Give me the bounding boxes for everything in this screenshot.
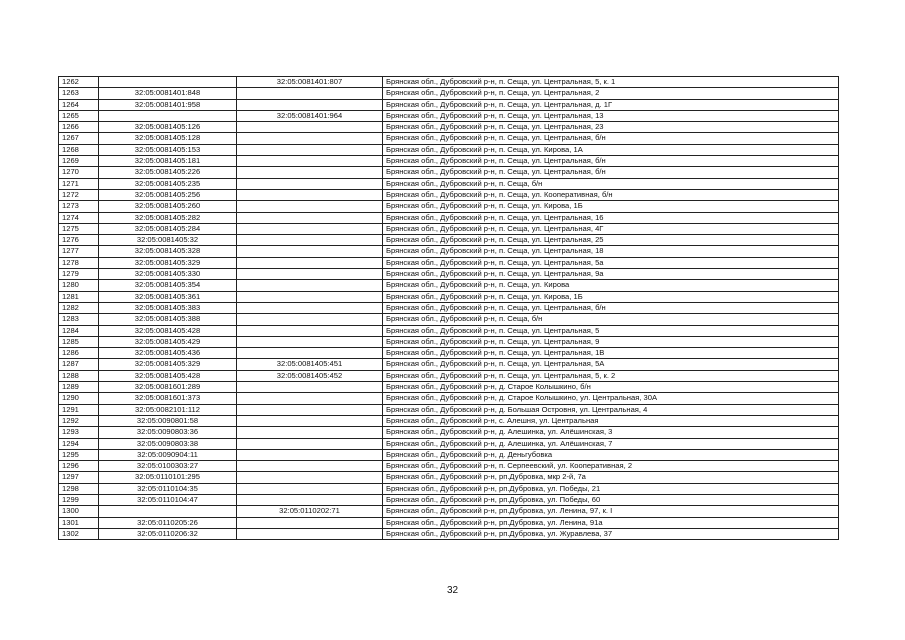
cadastral-number-cell: 32:05:0081405:428 (99, 370, 237, 381)
linked-cadastral-number-cell (237, 415, 383, 426)
row-number-cell: 1295 (59, 449, 99, 460)
cadastral-number-cell: 32:05:0081601:373 (99, 393, 237, 404)
address-cell: Брянская обл., Дубровский р-н, п. Сеща, ул. Центральная, б/н (383, 167, 839, 178)
cadastral-number-cell: 32:05:0081405:428 (99, 325, 237, 336)
address-cell: Брянская обл., Дубровский р-н, п. Сеща, ул. Центральная, б/н (383, 302, 839, 313)
address-cell: Брянская обл., Дубровский р-н, п. Сеща, ул. Центральная, 5 (383, 325, 839, 336)
linked-cadastral-number-cell (237, 382, 383, 393)
table-row (59, 393, 839, 404)
row-number-cell: 1300 (59, 506, 99, 517)
table-row (59, 461, 839, 472)
cadastral-number-cell: 32:05:0081601:289 (99, 382, 237, 393)
cadastral-number-cell: 32:05:0081405:429 (99, 336, 237, 347)
linked-cadastral-number-cell (237, 461, 383, 472)
row-number-cell: 1286 (59, 348, 99, 359)
table-row (59, 404, 839, 415)
cadastral-number-cell: 32:05:0081405:235 (99, 178, 237, 189)
cadastral-number-cell: 32:05:0081405:181 (99, 156, 237, 167)
linked-cadastral-number-cell (237, 336, 383, 347)
table-row (59, 314, 839, 325)
linked-cadastral-number-cell (237, 257, 383, 268)
table-row (59, 291, 839, 302)
linked-cadastral-number-cell (237, 393, 383, 404)
row-number-cell: 1265 (59, 110, 99, 121)
address-cell: Брянская обл., Дубровский р-н, п. Сеща, ул. Центральная, 23 (383, 122, 839, 133)
cadastral-number-cell: 32:05:0081405:126 (99, 122, 237, 133)
table-row (59, 156, 839, 167)
cadastral-number-cell (99, 110, 237, 121)
address-cell: Брянская обл., Дубровский р-н, п. Сеща, ул. Центральная, 5А (383, 359, 839, 370)
row-number-cell: 1289 (59, 382, 99, 393)
cadastral-number-cell: 32:05:0081405:260 (99, 201, 237, 212)
row-number-cell: 1292 (59, 415, 99, 426)
row-number-cell: 1264 (59, 99, 99, 110)
table-row (59, 99, 839, 110)
cadastral-number-cell: 32:05:0081405:153 (99, 144, 237, 155)
address-cell: Брянская обл., Дубровский р-н, п. Сеща, ул. Центральная, 5, к. 1 (383, 77, 839, 88)
linked-cadastral-number-cell (237, 212, 383, 223)
row-number-cell: 1282 (59, 302, 99, 313)
table-row (59, 201, 839, 212)
linked-cadastral-number-cell (237, 167, 383, 178)
address-cell: Брянская обл., Дубровский р-н, рп.Дубровка, ул. Победы, 21 (383, 483, 839, 494)
row-number-cell: 1296 (59, 461, 99, 472)
address-cell: Брянская обл., Дубровский р-н, д. Деньгубовка (383, 449, 839, 460)
address-cell: Брянская обл., Дубровский р-н, п. Сеща, ул. Центральная, 13 (383, 110, 839, 121)
row-number-cell: 1267 (59, 133, 99, 144)
row-number-cell: 1276 (59, 235, 99, 246)
row-number-cell: 1266 (59, 122, 99, 133)
row-number-cell: 1268 (59, 144, 99, 155)
address-cell: Брянская обл., Дубровский р-н, д. Старое Колышкино, ул. Центральная, 30А (383, 393, 839, 404)
linked-cadastral-number-cell (237, 494, 383, 505)
row-number-cell: 1280 (59, 280, 99, 291)
cadastral-number-cell: 32:05:0090803:38 (99, 438, 237, 449)
row-number-cell: 1277 (59, 246, 99, 257)
table-row (59, 438, 839, 449)
table-row (59, 189, 839, 200)
row-number-cell: 1283 (59, 314, 99, 325)
table-row (59, 88, 839, 99)
address-cell: Брянская обл., Дубровский р-н, п. Сеща, ул. Центральная, д. 1Г (383, 99, 839, 110)
address-cell: Брянская обл., Дубровский р-н, п. Сеща, ул. Центральная, 16 (383, 212, 839, 223)
linked-cadastral-number-cell (237, 449, 383, 460)
linked-cadastral-number-cell (237, 133, 383, 144)
linked-cadastral-number-cell (237, 223, 383, 234)
address-cell: Брянская обл., Дубровский р-н, д. Алешинка, ул. Алёшинская, 7 (383, 438, 839, 449)
row-number-cell: 1270 (59, 167, 99, 178)
linked-cadastral-number-cell (237, 472, 383, 483)
table-row (59, 246, 839, 257)
address-cell: Брянская обл., Дубровский р-н, п. Сеща, ул. Центральная, 5, к. 2 (383, 370, 839, 381)
row-number-cell: 1297 (59, 472, 99, 483)
table-row (59, 517, 839, 528)
table-row (59, 528, 839, 539)
row-number-cell: 1263 (59, 88, 99, 99)
cadastral-number-cell: 32:05:0081405:330 (99, 269, 237, 280)
table-row (59, 415, 839, 426)
address-cell: Брянская обл., Дубровский р-н, рп.Дубровка, ул. Ленина, 91а (383, 517, 839, 528)
row-number-cell: 1269 (59, 156, 99, 167)
table-row (59, 382, 839, 393)
address-cell: Брянская обл., Дубровский р-н, п. Сеща, ул. Центральная, 5а (383, 257, 839, 268)
cadastral-number-cell: 32:05:0081405:361 (99, 291, 237, 302)
address-cell: Брянская обл., Дубровский р-н, п. Сеща, ул. Центральная, 9а (383, 269, 839, 280)
linked-cadastral-number-cell (237, 88, 383, 99)
linked-cadastral-number-cell (237, 348, 383, 359)
address-cell: Брянская обл., Дубровский р-н, п. Сеща, ул. Центральная, 25 (383, 235, 839, 246)
cadastral-number-cell: 32:05:0081405:128 (99, 133, 237, 144)
linked-cadastral-number-cell: 32:05:0081401:964 (237, 110, 383, 121)
address-cell: Брянская обл., Дубровский р-н, п. Сеща, ул. Кирова, 1Б (383, 201, 839, 212)
address-cell: Брянская обл., Дубровский р-н, п. Сеща, ул. Центральная, 2 (383, 88, 839, 99)
cadastral-number-cell: 32:05:0081405:282 (99, 212, 237, 223)
table-row (59, 178, 839, 189)
row-number-cell: 1262 (59, 77, 99, 88)
row-number-cell: 1301 (59, 517, 99, 528)
address-cell: Брянская обл., Дубровский р-н, п. Сеща, ул. Центральная, 4Г (383, 223, 839, 234)
cadastral-number-cell: 32:05:0081405:354 (99, 280, 237, 291)
table-row (59, 110, 839, 121)
linked-cadastral-number-cell (237, 314, 383, 325)
cadastral-number-cell: 32:05:0090904:11 (99, 449, 237, 460)
linked-cadastral-number-cell (237, 189, 383, 200)
cadastral-number-cell: 32:05:0081405:256 (99, 189, 237, 200)
linked-cadastral-number-cell (237, 269, 383, 280)
row-number-cell: 1287 (59, 359, 99, 370)
linked-cadastral-number-cell: 32:05:0081405:451 (237, 359, 383, 370)
address-cell: Брянская обл., Дубровский р-н, рп.Дубровка, ул. Победы, 60 (383, 494, 839, 505)
linked-cadastral-number-cell (237, 122, 383, 133)
cadastral-number-cell: 32:05:0081405:226 (99, 167, 237, 178)
table-row (59, 144, 839, 155)
linked-cadastral-number-cell (237, 235, 383, 246)
table-row (59, 494, 839, 505)
cadastral-number-cell: 32:05:0090801:58 (99, 415, 237, 426)
address-cell: Брянская обл., Дубровский р-н, рп.Дубровка, мкр 2-й, 7а (383, 472, 839, 483)
cadastral-number-cell: 32:05:0081405:328 (99, 246, 237, 257)
row-number-cell: 1278 (59, 257, 99, 268)
row-number-cell: 1288 (59, 370, 99, 381)
address-cell: Брянская обл., Дубровский р-н, д. Большая Островня, ул. Центральная, 4 (383, 404, 839, 415)
cadastral-number-cell: 32:05:0110206:32 (99, 528, 237, 539)
row-number-cell: 1298 (59, 483, 99, 494)
address-cell: Брянская обл., Дубровский р-н, д. Алешинка, ул. Алёшинская, 3 (383, 427, 839, 438)
cadastral-number-cell: 32:05:0081405:284 (99, 223, 237, 234)
address-cell: Брянская обл., Дубровский р-н, п. Сеща, ул. Центральная, 9 (383, 336, 839, 347)
table-row (59, 336, 839, 347)
address-cell: Брянская обл., Дубровский р-н, п. Серпеевский, ул. Кооперативная, 2 (383, 461, 839, 472)
cadastral-number-cell: 32:05:0081405:388 (99, 314, 237, 325)
table-row (59, 167, 839, 178)
row-number-cell: 1299 (59, 494, 99, 505)
cadastral-number-cell (99, 506, 237, 517)
linked-cadastral-number-cell: 32:05:0081405:452 (237, 370, 383, 381)
address-cell: Брянская обл., Дубровский р-н, д. Старое Колышкино, б/н (383, 382, 839, 393)
row-number-cell: 1294 (59, 438, 99, 449)
address-cell: Брянская обл., Дубровский р-н, п. Сеща, ул. Центральная, б/н (383, 133, 839, 144)
cadastral-number-cell (99, 77, 237, 88)
linked-cadastral-number-cell (237, 201, 383, 212)
table-row (59, 302, 839, 313)
address-cell: Брянская обл., Дубровский р-н, п. Сеща, ул. Центральная, 18 (383, 246, 839, 257)
cadastral-number-cell: 32:05:0081405:329 (99, 257, 237, 268)
table-row (59, 427, 839, 438)
row-number-cell: 1273 (59, 201, 99, 212)
row-number-cell: 1274 (59, 212, 99, 223)
address-cell: Брянская обл., Дубровский р-н, рп.Дубровка, ул. Журавлева, 37 (383, 528, 839, 539)
table-row (59, 280, 839, 291)
linked-cadastral-number-cell (237, 404, 383, 415)
cadastral-number-cell: 32:05:0110205:26 (99, 517, 237, 528)
linked-cadastral-number-cell (237, 156, 383, 167)
row-number-cell: 1271 (59, 178, 99, 189)
address-cell: Брянская обл., Дубровский р-н, п. Сеща, ул. Центральная, б/н (383, 156, 839, 167)
address-cell: Брянская обл., Дубровский р-н, п. Сеща, ул. Центральная, 1В (383, 348, 839, 359)
row-number-cell: 1279 (59, 269, 99, 280)
table-row (59, 212, 839, 223)
linked-cadastral-number-cell (237, 280, 383, 291)
table-row (59, 122, 839, 133)
cadastral-number-cell: 32:05:0081401:958 (99, 99, 237, 110)
row-number-cell: 1285 (59, 336, 99, 347)
table-row (59, 223, 839, 234)
linked-cadastral-number-cell (237, 325, 383, 336)
table-row (59, 483, 839, 494)
linked-cadastral-number-cell (237, 528, 383, 539)
cadastral-number-cell: 32:05:0110101:295 (99, 472, 237, 483)
row-number-cell: 1290 (59, 393, 99, 404)
table-row (59, 133, 839, 144)
cadastral-number-cell: 32:05:0110104:47 (99, 494, 237, 505)
table-row (59, 472, 839, 483)
table-row (59, 77, 839, 88)
address-cell: Брянская обл., Дубровский р-н, с. Алешня, ул. Центральная (383, 415, 839, 426)
address-cell: Брянская обл., Дубровский р-н, п. Сеща, ул. Кооперативная, б/н (383, 189, 839, 200)
address-cell: Брянская обл., Дубровский р-н, п. Сеща, ул. Кирова, 1Б (383, 291, 839, 302)
cadastral-number-cell: 32:05:0110104:35 (99, 483, 237, 494)
linked-cadastral-number-cell: 32:05:0110202:71 (237, 506, 383, 517)
cadastral-number-cell: 32:05:0081405:436 (99, 348, 237, 359)
row-number-cell: 1293 (59, 427, 99, 438)
linked-cadastral-number-cell (237, 302, 383, 313)
cadastral-number-cell: 32:05:0081405:329 (99, 359, 237, 370)
row-number-cell: 1281 (59, 291, 99, 302)
row-number-cell: 1275 (59, 223, 99, 234)
linked-cadastral-number-cell (237, 438, 383, 449)
cadastral-number-cell: 32:05:0100303:27 (99, 461, 237, 472)
table-row (59, 449, 839, 460)
row-number-cell: 1272 (59, 189, 99, 200)
table-row (59, 506, 839, 517)
table-row (59, 348, 839, 359)
cadastral-number-cell: 32:05:0081405:32 (99, 235, 237, 246)
linked-cadastral-number-cell (237, 517, 383, 528)
table-row (59, 235, 839, 246)
linked-cadastral-number-cell (237, 291, 383, 302)
linked-cadastral-number-cell (237, 483, 383, 494)
linked-cadastral-number-cell (237, 427, 383, 438)
cadastral-number-cell: 32:05:0082101:112 (99, 404, 237, 415)
address-cell: Брянская обл., Дубровский р-н, п. Сеща, б/н (383, 314, 839, 325)
linked-cadastral-number-cell (237, 144, 383, 155)
cadastral-number-cell: 32:05:0081401:848 (99, 88, 237, 99)
cadastral-number-cell: 32:05:0081405:383 (99, 302, 237, 313)
cadastral-number-cell: 32:05:0090803:36 (99, 427, 237, 438)
linked-cadastral-number-cell (237, 99, 383, 110)
linked-cadastral-number-cell (237, 246, 383, 257)
table-row (59, 269, 839, 280)
row-number-cell: 1284 (59, 325, 99, 336)
address-cell: Брянская обл., Дубровский р-н, рп.Дубровка, ул. Ленина, 97, к. I (383, 506, 839, 517)
table-row (59, 370, 839, 381)
address-cell: Брянская обл., Дубровский р-н, п. Сеща, ул. Кирова (383, 280, 839, 291)
row-number-cell: 1302 (59, 528, 99, 539)
address-cell: Брянская обл., Дубровский р-н, п. Сеща, б/н (383, 178, 839, 189)
table-row (59, 325, 839, 336)
registry-table-body (59, 77, 839, 540)
linked-cadastral-number-cell: 32:05:0081401:807 (237, 77, 383, 88)
table-row (59, 257, 839, 268)
row-number-cell: 1291 (59, 404, 99, 415)
registry-table (58, 76, 839, 540)
address-cell: Брянская обл., Дубровский р-н, п. Сеща, ул. Кирова, 1А (383, 144, 839, 155)
linked-cadastral-number-cell (237, 178, 383, 189)
page-number: 32 (446, 585, 459, 596)
table-row (59, 359, 839, 370)
